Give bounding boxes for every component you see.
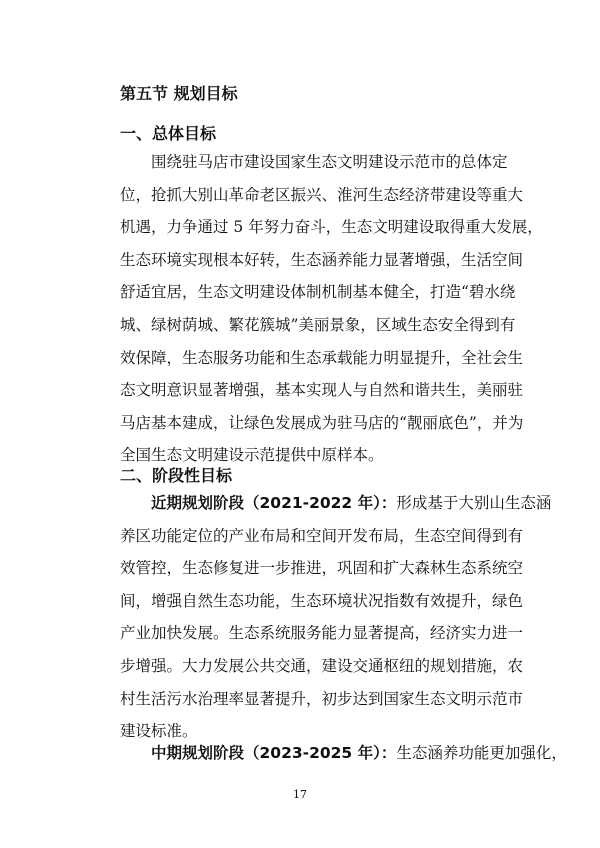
- paragraph-line: 态文明意识显著增强，基本实现人与自然和谐共生，美丽驻: [120, 381, 524, 400]
- paragraph-line: 效管控，生态修复进一步推进，巩固和扩大森林生态系统空: [120, 559, 524, 578]
- paragraph-line: 机遇，力争通过 5 年努力奋斗，生态文明建设取得重大发展，: [120, 218, 543, 237]
- paragraph-line: 舒适宜居，生态文明建设体制机制基本健全，打造“碧水绕: [120, 283, 516, 302]
- paragraph-line: 建设标准。: [120, 722, 198, 741]
- paragraph-line: 生态环境实现根本好转，生态涵养能力显著增强，生活空间: [120, 250, 524, 269]
- phased-goal-heading: 二、阶段性目标: [120, 466, 233, 485]
- paragraph-line: 位，抢抓大别山革命老区振兴、淮河生态经济带建设等重大: [120, 185, 524, 204]
- paragraph-line: 步增强。大力发展公共交通，建设交通枢纽的规划措施，农: [120, 656, 524, 675]
- paragraph-line: 城、绿树荫城、繁花簇城”美丽景象，区域生态安全得到有: [120, 315, 516, 334]
- paragraph-line: 效保障，生态服务功能和生态承载能力明显提升，全社会生: [120, 348, 524, 367]
- paragraph-line: [120, 487, 552, 520]
- overall-goal-heading: 一、总体目标: [120, 124, 217, 143]
- overall-goal-paragraph: [120, 146, 543, 472]
- mid-term-lead: 中期规划阶段（2023-2025 年）：: [151, 744, 397, 762]
- paragraph-line: [120, 737, 567, 770]
- paragraph-line: 产业加快发展。生态系统服务能力显著提高，经济实力进一: [120, 624, 524, 643]
- mid-term-paragraph: [120, 737, 567, 770]
- page-number: 17: [293, 788, 307, 801]
- near-term-paragraph: [120, 487, 552, 748]
- paragraph-line: 全国生态文明建设示范提供中原样本。: [120, 446, 384, 465]
- near-term-lead: 近期规划阶段（2021-2022 年）：: [151, 494, 397, 512]
- paragraph-line: 马店基本建成，让绿色发展成为驻马店的“靓丽底色”，并为: [120, 413, 524, 432]
- paragraph-line: 村生活污水治理率显著提升，初步达到国家生态文明示范市: [120, 689, 524, 708]
- paragraph-line: 围绕驻马店市建设国家生态文明建设示范市的总体定: [151, 153, 508, 171]
- paragraph-line: 间，增强自然生态功能，生态环境状况指数有效提升，绿色: [120, 591, 524, 610]
- section-title: 第五节 规划目标: [120, 84, 238, 103]
- near-term-first-line-rest: 形成基于大别山生态涵: [396, 494, 552, 512]
- paragraph-line: 养区功能定位的产业布局和空间开发布局，生态空间得到有: [120, 526, 524, 545]
- mid-term-first-line-rest: 生态涵养功能更加强化，: [396, 744, 567, 762]
